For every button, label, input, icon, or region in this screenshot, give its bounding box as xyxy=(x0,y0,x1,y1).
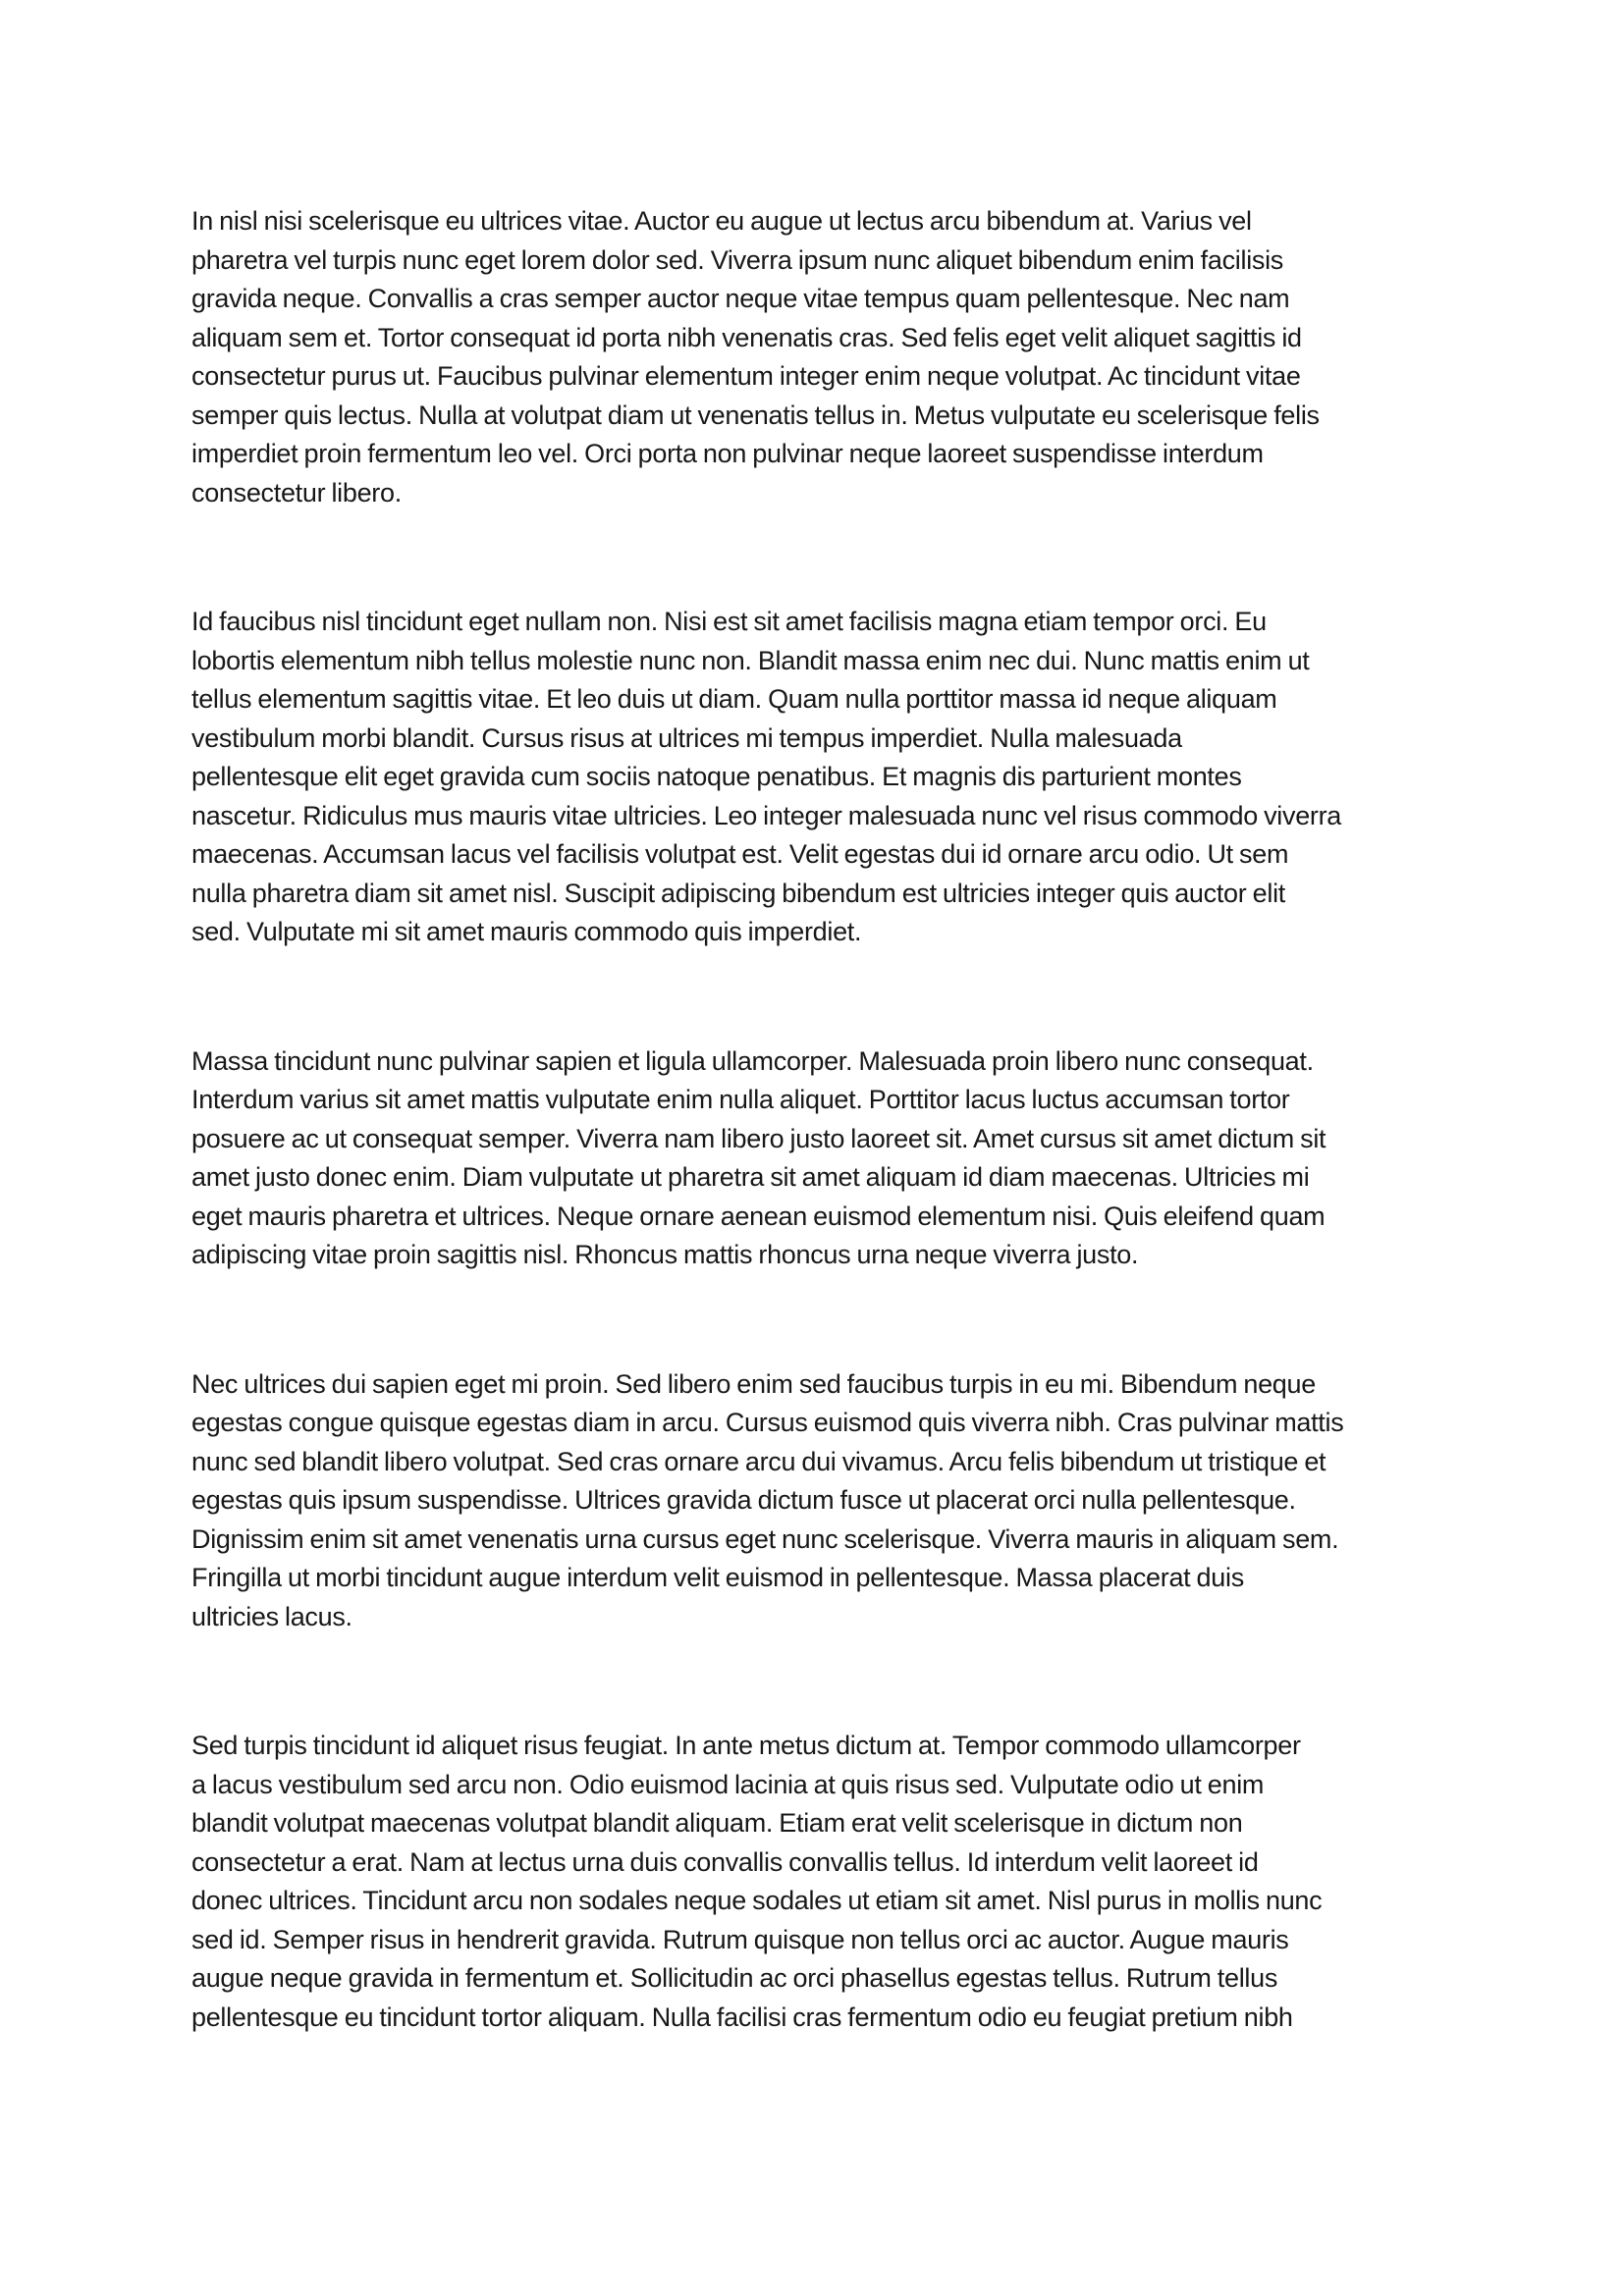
text-line: adipiscing vitae proin sagittis nisl. Rhoncus mattis rhoncus urna neque viverra justo. xyxy=(191,1240,1139,1269)
document-text-body xyxy=(191,202,1438,2037)
text-line: In nisl nisi scelerisque eu ultrices vitae. Auctor eu augue ut lectus arcu bibendum at. Varius vel xyxy=(191,206,1252,236)
text-line: pharetra vel turpis nunc eget lorem dolor sed. Viverra ipsum nunc aliquet bibendum enim facilisis xyxy=(191,244,1283,275)
text-line: vestibulum morbi blandit. Cursus risus at ultrices mi tempus imperdiet. Nulla malesuada xyxy=(191,722,1182,753)
text-line: Massa tincidunt nunc pulvinar sapien et ligula ullamcorper. Malesuada proin libero nunc consequat. xyxy=(191,1045,1314,1076)
text-line: Dignissim enim sit amet venenatis urna cursus eget nunc scelerisque. Viverra mauris in aliquam sem. xyxy=(191,1523,1339,1554)
text-line: Sed turpis tincidunt id aliquet risus feugiat. In ante metus dictum at. Tempor commodo ullamcorper xyxy=(191,1731,1301,1760)
paragraph xyxy=(191,1365,1438,1637)
text-line: semper quis lectus. Nulla at volutpat diam ut venenatis tellus in. Metus vulputate eu scelerisque felis xyxy=(191,400,1320,430)
text-line: a lacus vestibulum sed arcu non. Odio euismod lacinia at quis risus sed. Vulputate odio ut enim xyxy=(191,1769,1265,1799)
text-line: Interdum varius sit amet mattis vulputate enim nulla aliquet. Porttitor lacus luctus accumsan tortor xyxy=(191,1085,1290,1114)
text-line: nunc sed blandit libero volutpat. Sed cras ornare arcu dui vivamus. Arcu felis bibendum ut tristique et xyxy=(191,1446,1326,1476)
paragraph xyxy=(191,603,1438,952)
text-line: lobortis elementum nibh tellus molestie nunc non. Blandit massa enim nec dui. Nunc mattis enim ut xyxy=(191,645,1310,675)
text-line: maecenas. Accumsan lacus vel facilisis volutpat est. Velit egestas dui id ornare arcu odio. Ut sem xyxy=(191,839,1289,869)
text-line: tellus elementum sagittis vitae. Et leo duis ut diam. Quam nulla porttitor massa id neque aliquam xyxy=(191,684,1277,714)
text-line: augue neque gravida in fermentum et. Sollicitudin ac orci phasellus egestas tellus. Rutrum tellus xyxy=(191,1963,1278,1993)
text-line: ultricies lacus. xyxy=(191,1601,352,1631)
text-line: posuere ac ut consequat semper. Viverra nam libero justo laoreet sit. Amet cursus sit amet dictum sit xyxy=(191,1123,1326,1153)
text-line: egestas quis ipsum suspendisse. Ultrices gravida dictum fusce ut placerat orci nulla pellentesque. xyxy=(191,1485,1296,1515)
text-line: eget mauris pharetra et ultrices. Neque ornare aenean euismod elementum nisi. Quis eleifend quam xyxy=(191,1201,1326,1231)
text-line: blandit volutpat maecenas volutpat blandit aliquam. Etiam erat velit scelerisque in dictum non xyxy=(191,1808,1243,1838)
text-line: nulla pharetra diam sit amet nisl. Suscipit adipiscing bibendum est ultricies integer quis auctor elit xyxy=(191,878,1285,908)
paragraph xyxy=(191,1042,1438,1275)
text-line: sed. Vulputate mi sit amet mauris commodo quis imperdiet. xyxy=(191,917,862,946)
text-line: aliquam sem et. Tortor consequat id porta nibh venenatis cras. Sed felis eget velit aliquet sagittis id xyxy=(191,322,1302,352)
text-line: consectetur purus ut. Faucibus pulvinar elementum integer enim neque volutpat. Ac tincidunt vitae xyxy=(191,361,1301,391)
text-line: imperdiet proin fermentum leo vel. Orci porta non pulvinar neque laoreet suspendisse interdum xyxy=(191,439,1264,468)
text-line: Nec ultrices dui sapien eget mi proin. Sed libero enim sed faucibus turpis in eu mi. Bibendum neque xyxy=(191,1368,1316,1399)
text-line: sed id. Semper risus in hendrerit gravida. Rutrum quisque non tellus orci ac auctor. Augue mauris xyxy=(191,1924,1289,1954)
text-line: Fringilla ut morbi tincidunt augue interdum velit euismod in pellentesque. Massa placerat duis xyxy=(191,1563,1244,1592)
paragraph xyxy=(191,202,1438,512)
text-line: consectetur a erat. Nam at lectus urna duis convallis convallis tellus. Id interdum velit laoreet id xyxy=(191,1846,1259,1877)
paragraph xyxy=(191,1727,1438,2037)
text-line: donec ultrices. Tincidunt arcu non sodales neque sodales ut etiam sit amet. Nisl purus in mollis nunc xyxy=(191,1886,1323,1915)
text-line: consectetur libero. xyxy=(191,477,402,507)
text-line: gravida neque. Convallis a cras semper auctor neque vitae tempus quam pellentesque. Nec nam xyxy=(191,284,1290,313)
text-line: pellentesque eu tincidunt tortor aliquam. Nulla facilisi cras fermentum odio eu feugiat pretium nibh xyxy=(191,2002,1293,2032)
text-line: Id faucibus nisl tincidunt eget nullam non. Nisi est sit amet facilisis magna etiam tempor orci. Eu xyxy=(191,607,1267,636)
text-line: pellentesque elit eget gravida cum sociis natoque penatibus. Et magnis dis parturient montes xyxy=(191,762,1242,791)
text-line: egestas congue quisque egestas diam in arcu. Cursus euismod quis viverra nibh. Cras pulvinar mattis xyxy=(191,1408,1344,1437)
text-line: nascetur. Ridiculus mus mauris vitae ultricies. Leo integer malesuada nunc vel risus commodo viverra xyxy=(191,800,1342,830)
text-line: amet justo donec enim. Diam vulputate ut pharetra sit amet aliquam id diam maecenas. Ultricies mi xyxy=(191,1162,1310,1192)
